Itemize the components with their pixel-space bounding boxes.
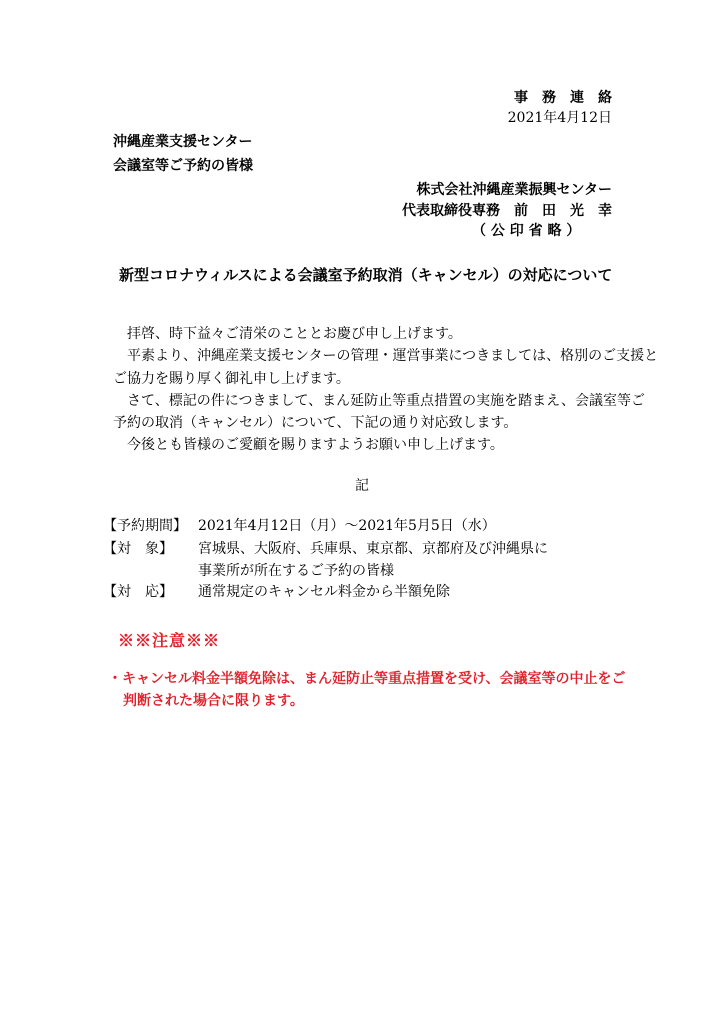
period-value: 2021年4月12日（月）～2021年5月5日（水） — [198, 518, 496, 534]
body-paragraph-2-line-2: ご協力を賜り厚く御礼申し上げます。 — [113, 371, 350, 387]
doc-date: 2021年4月12日 — [507, 110, 612, 126]
notice-heading: ※※注意※※ — [118, 631, 221, 650]
recipient-line-2: 会議室等ご予約の皆様 — [113, 158, 253, 174]
sender-company: 株式会社沖縄産業振興センター — [416, 182, 612, 198]
period-label: 【予約期間】 — [103, 518, 187, 534]
sender-representative: 代表取締役専務 前 田 光 幸 — [402, 203, 612, 219]
body-paragraph-3-line-2: 予約の取消（キャンセル）について、下記の通り対応致します。 — [113, 415, 518, 431]
body-paragraph-4: 今後とも皆様のご愛顧を賜りますようお願い申し上げます。 — [127, 437, 504, 453]
ki-heading: 記 — [355, 478, 369, 494]
body-paragraph-3-line-1: さて、標記の件につきまして、まん延防止等重点措置の実施を踏まえ、会議室等ご — [127, 393, 645, 409]
target-value-line-2: 事業所が所在するご予約の皆様 — [198, 563, 394, 579]
response-label: 【対 応】 — [103, 584, 173, 600]
body-paragraph-2-line-1: 平素より、沖縄産業支援センターの管理・運営事業につきましては、格別のご支援と — [127, 348, 659, 364]
seal-omitted: （ 公 印 省 略 ） — [472, 223, 581, 239]
target-label: 【対 象】 — [103, 541, 173, 557]
notice-line-1: ・キャンセル料金半額免除は、まん延防止等重点措置を受け、会議室等の中止をご — [108, 671, 626, 687]
body-paragraph-1: 拝啓、時下益々ご清栄のこととお慶び申し上げます。 — [127, 326, 462, 342]
target-value-line-1: 宮城県、大阪府、兵庫県、東京都、京都府及び沖縄県に — [198, 541, 548, 557]
recipient-line-1: 沖縄産業支援センター — [113, 134, 253, 150]
notice-line-2: 判断された場合に限ります。 — [123, 693, 304, 709]
doc-type: 事 務 連 絡 — [514, 90, 612, 106]
response-value: 通常規定のキャンセル料金から半額免除 — [198, 584, 450, 600]
document-title: 新型コロナウィルスによる会議室予約取消（キャンセル）の対応について — [119, 266, 613, 284]
